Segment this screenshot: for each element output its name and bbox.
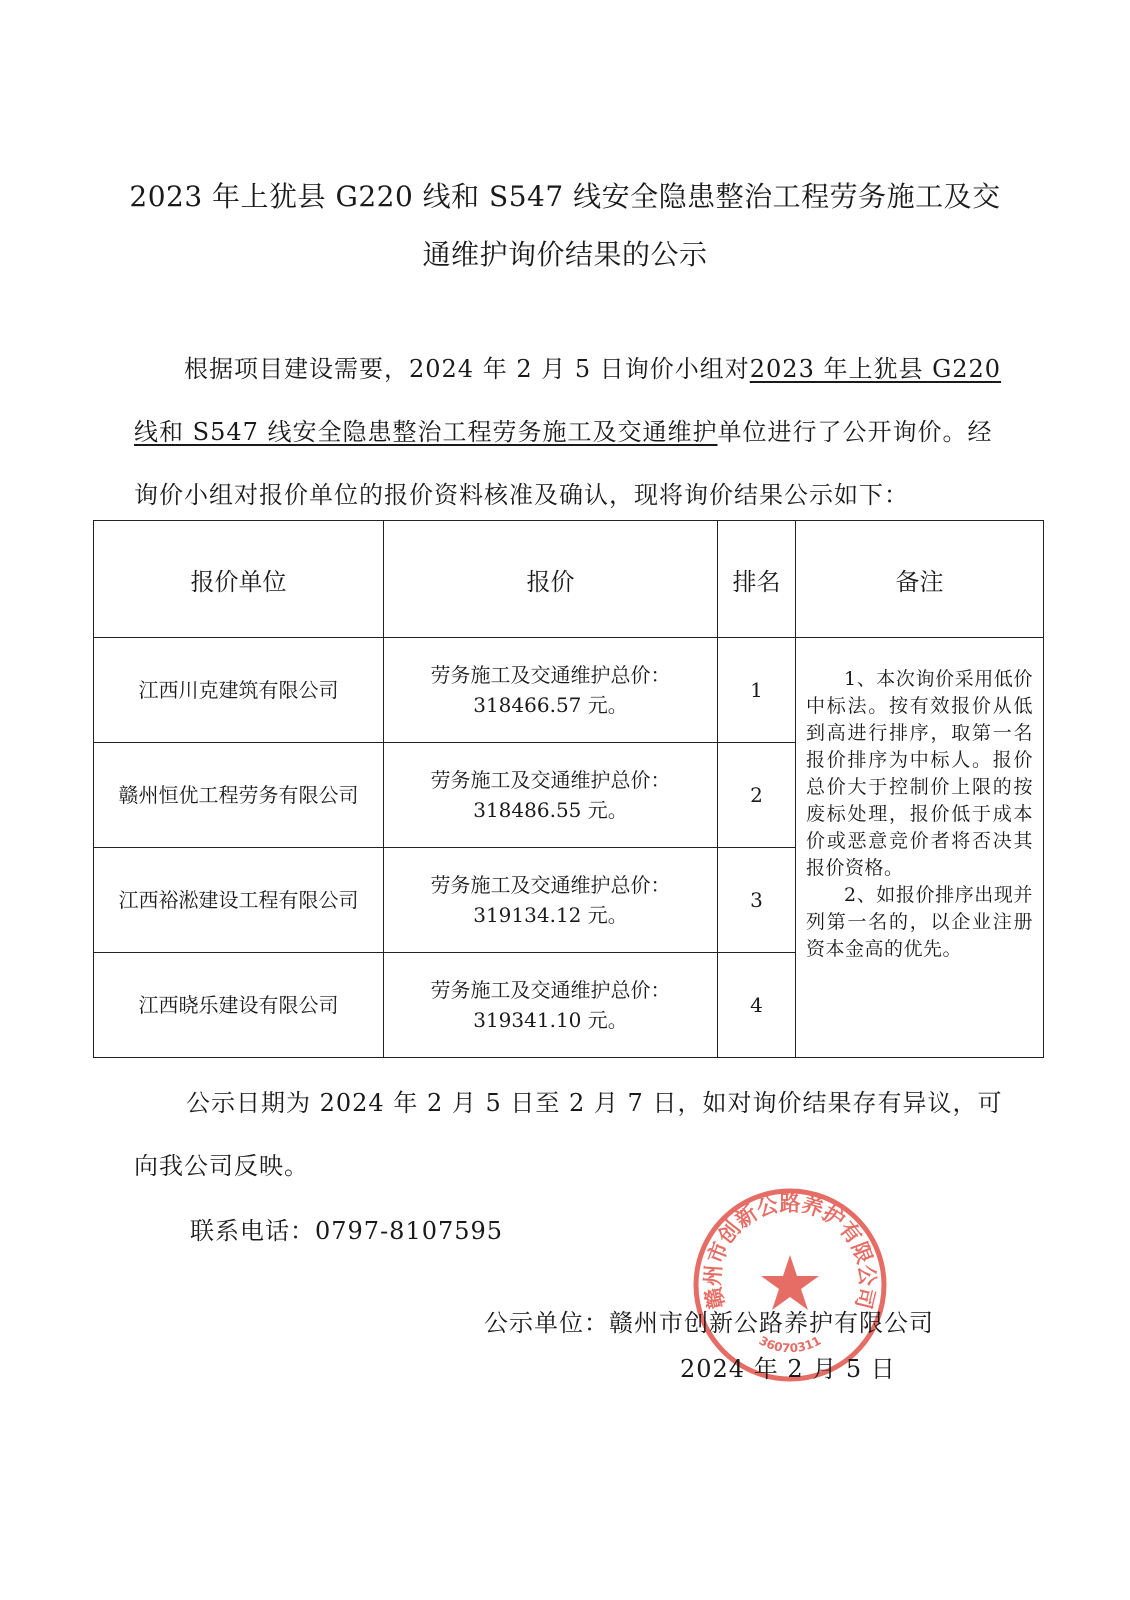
price-label: 劳务施工及交通维护总价： xyxy=(430,663,671,687)
rank-cell: 1 xyxy=(718,638,796,743)
table-header-row xyxy=(94,521,1044,638)
intro-post: 单位进行了公开询价。经询价小组对报价单位的报价资料核准及确认，现将询价结果公示如下： xyxy=(134,418,993,509)
company-cell: 江西川克建筑有限公司 xyxy=(94,638,384,743)
header-remarks: 备注 xyxy=(796,521,1044,638)
issuer: 公示单位：赣州市创新公路养护有限公司 xyxy=(484,1309,934,1337)
remark-2: 2、如报价排序出现并列第一名的，以企业注册资本金高的优先。 xyxy=(806,884,1033,960)
price-cell xyxy=(384,848,718,953)
company-cell: 江西晓乐建设有限公司 xyxy=(94,953,384,1058)
rank-cell: 4 xyxy=(718,953,796,1058)
intro-pre: 根据项目建设需要，2024 年 2 月 5 日询价小组对 xyxy=(184,355,750,383)
project-name: 2023 年上犹县 G220 线和 S547 线安全隐患整治工程劳务施工及交通维护 xyxy=(134,355,1002,446)
price-label: 劳务施工及交通维护总价： xyxy=(430,768,671,792)
seal-text: 赣州市创新公路养护有限公司 xyxy=(700,1191,880,1312)
price-value: 319134.12 元。 xyxy=(473,903,628,927)
price-value: 318466.57 元。 xyxy=(473,693,628,717)
title-line-1: 2023 年上犹县 G220 线和 S547 线安全隐患整治工程劳务施工及交 xyxy=(129,180,1001,213)
company-cell: 江西裕淞建设工程有限公司 xyxy=(94,848,384,953)
quote-results-table xyxy=(93,520,1044,1058)
contact-phone: 联系电话：0797-8107595 xyxy=(190,1217,504,1245)
intro-paragraph xyxy=(134,338,1010,527)
price-cell xyxy=(384,638,718,743)
remark-1: 1、本次询价采用低价中标法。按有效报价从低到高进行排序，取第一名报价排序为中标人。报价总价大于控制价上限的按废标处理，报价低于成本价或恶意竞价者将否决其报价资格。 xyxy=(806,668,1033,879)
price-value: 318486.55 元。 xyxy=(473,798,628,822)
seal-code: 36070311 xyxy=(756,1333,824,1356)
price-cell xyxy=(384,743,718,848)
header-rank: 排名 xyxy=(718,521,796,638)
notice-period: 公示日期为 2024 年 2 月 5 日至 2 月 7 日，如对询价结果存有异议，可向我公司反映。 xyxy=(134,1089,1003,1180)
rank-cell: 3 xyxy=(718,848,796,953)
document-title xyxy=(120,168,1010,284)
company-cell: 赣州恒优工程劳务有限公司 xyxy=(94,743,384,848)
header-price: 报价 xyxy=(384,521,718,638)
price-cell xyxy=(384,953,718,1058)
rank-cell: 2 xyxy=(718,743,796,848)
price-value: 319341.10 元。 xyxy=(473,1008,628,1032)
issue-date: 2024 年 2 月 5 日 xyxy=(680,1355,896,1383)
price-label: 劳务施工及交通维护总价： xyxy=(430,873,671,897)
header-company: 报价单位 xyxy=(94,521,384,638)
table-row xyxy=(94,638,1044,743)
title-line-2: 通维护询价结果的公示 xyxy=(422,238,708,271)
price-label: 劳务施工及交通维护总价： xyxy=(430,978,671,1002)
remarks-cell xyxy=(796,638,1044,1058)
